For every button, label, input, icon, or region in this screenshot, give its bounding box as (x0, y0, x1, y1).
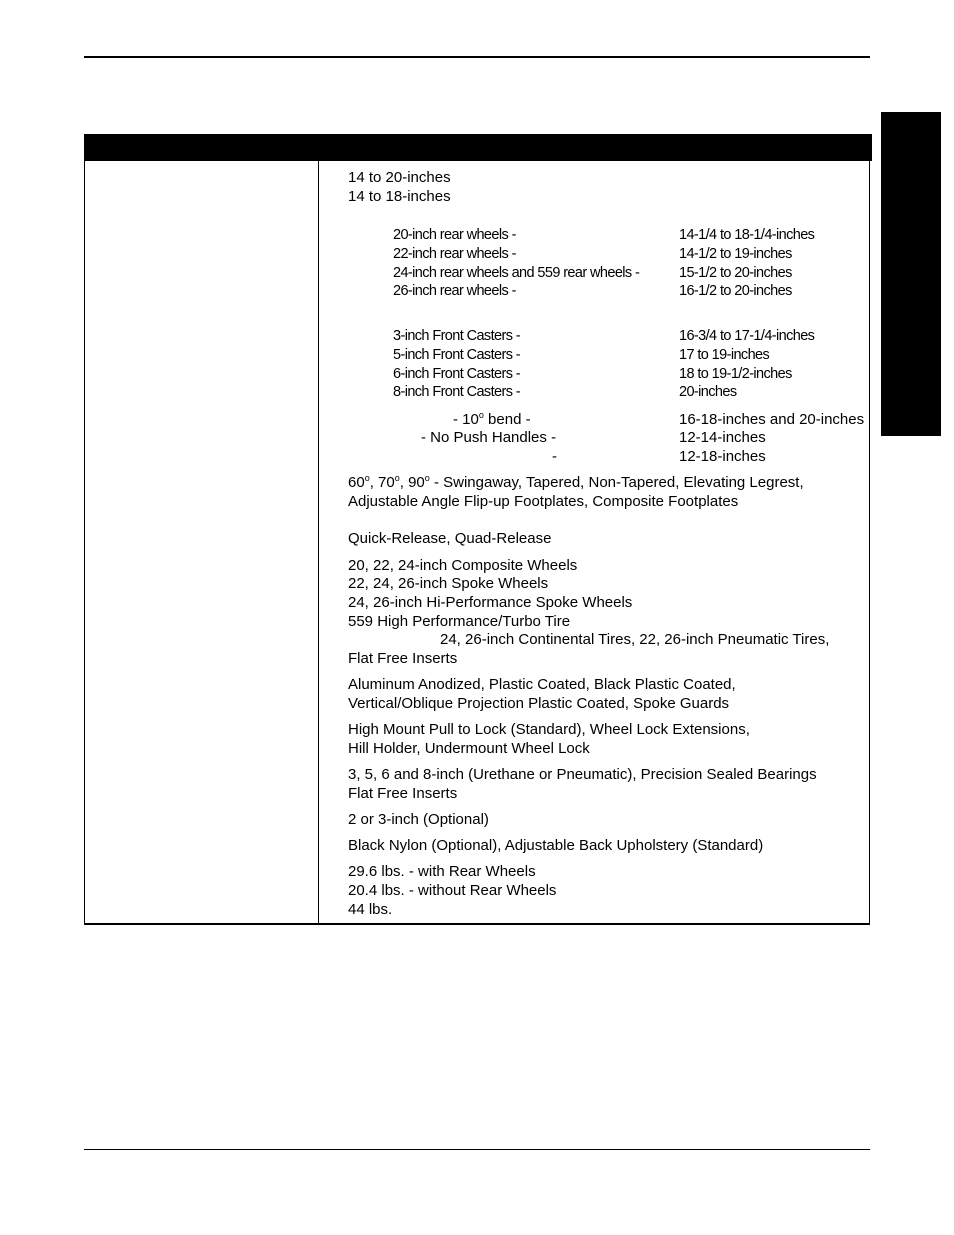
seat-depth-value: 14 to 18-inches (348, 188, 451, 205)
weight-line: 29.6 lbs. - with Rear Wheels (348, 863, 536, 880)
front-seat-height-label: 8-inch Front Casters - (393, 384, 521, 400)
rear-wheels-line: 24, 26-inch Continental Tires, 22, 26-inch Pneumatic Tires, (440, 631, 830, 648)
handrims-line: Aluminum Anodized, Plastic Coated, Black Plastic Coated, (348, 676, 736, 693)
rear-wheels-line: 24, 26-inch Hi-Performance Spoke Wheels (348, 594, 633, 611)
front-seat-height-label: 6-inch Front Casters - (393, 366, 521, 382)
specifications-table (84, 134, 870, 925)
back-height-third-value: 12-18-inches (679, 448, 766, 465)
seat-width-value: 14 to 20-inches (348, 169, 451, 186)
front-casters-line: Flat Free Inserts (348, 785, 458, 802)
upholstery-value: Black Nylon (Optional), Adjustable Back Upholstery (Standard) (348, 837, 764, 854)
rear-seat-height-value: 14-1/2 to 19-inches (679, 246, 792, 262)
rear-seat-height-label: 22-inch rear wheels - (393, 246, 516, 262)
front-seat-height-value: 20-inches (679, 384, 737, 400)
front-casters-line: 3, 5, 6 and 8-inch (Urethane or Pneumatic), Precision Sealed Bearings (348, 766, 817, 783)
front-seat-height-value: 18 to 19-1/2-inches (679, 366, 792, 382)
back-height-third-label: - (552, 448, 557, 465)
rear-seat-height-label: 24-inch rear wheels and 559 rear wheels - (393, 265, 640, 281)
back-height-bend-label: - 10$^o$ bend - (453, 410, 531, 428)
column-divider (318, 161, 319, 923)
rear-seat-height-value: 14-1/4 to 18-1/4-inches (679, 227, 815, 243)
seat-belt-value: 2 or 3-inch (Optional) (348, 811, 489, 828)
weight-line: 44 lbs. (348, 901, 393, 918)
back-height-bend-value: 16-18-inches and 20-inches (679, 411, 865, 428)
rear-wheels-line: 20, 22, 24-inch Composite Wheels (348, 557, 578, 574)
rear-seat-height-label: 26-inch rear wheels - (393, 283, 516, 299)
front-seat-height-label: 5-inch Front Casters - (393, 347, 521, 363)
front-seat-height-value: 17 to 19-inches (679, 347, 770, 363)
front-rigging-line: 60$^o$, 70$^o$, 90$^o$ - Swingaway, Tapered, Non-Tapered, Elevating Legrest, (348, 473, 804, 491)
back-height-no-push-value: 12-14-inches (679, 429, 766, 446)
rear-seat-height-value: 16-1/2 to 20-inches (679, 283, 792, 299)
wheel-locks-line: Hill Holder, Undermount Wheel Lock (348, 740, 590, 757)
rear-seat-height-value: 15-1/2 to 20-inches (679, 265, 792, 281)
front-rigging-line: Adjustable Angle Flip-up Footplates, Composite Footplates (348, 493, 739, 510)
wheel-locks-line: High Mount Pull to Lock (Standard), Wheel Lock Extensions, (348, 721, 750, 738)
front-seat-height-label: 3-inch Front Casters - (393, 328, 521, 344)
weight-line: 20.4 lbs. - without Rear Wheels (348, 882, 557, 899)
footer-rule (84, 1149, 870, 1150)
table-header-bar (84, 134, 872, 161)
header-rule (84, 56, 870, 58)
axles-value: Quick-Release, Quad-Release (348, 530, 552, 547)
rear-seat-height-label: 20-inch rear wheels - (393, 227, 516, 243)
back-height-no-push-label: - No Push Handles - (421, 429, 557, 446)
rear-wheels-line: 559 High Performance/Turbo Tire (348, 613, 571, 630)
section-tab (881, 112, 941, 436)
handrims-line: Vertical/Oblique Projection Plastic Coated, Spoke Guards (348, 695, 730, 712)
rear-wheels-line: 22, 24, 26-inch Spoke Wheels (348, 575, 549, 592)
rear-wheels-line: Flat Free Inserts (348, 650, 458, 667)
front-seat-height-value: 16-3/4 to 17-1/4-inches (679, 328, 815, 344)
